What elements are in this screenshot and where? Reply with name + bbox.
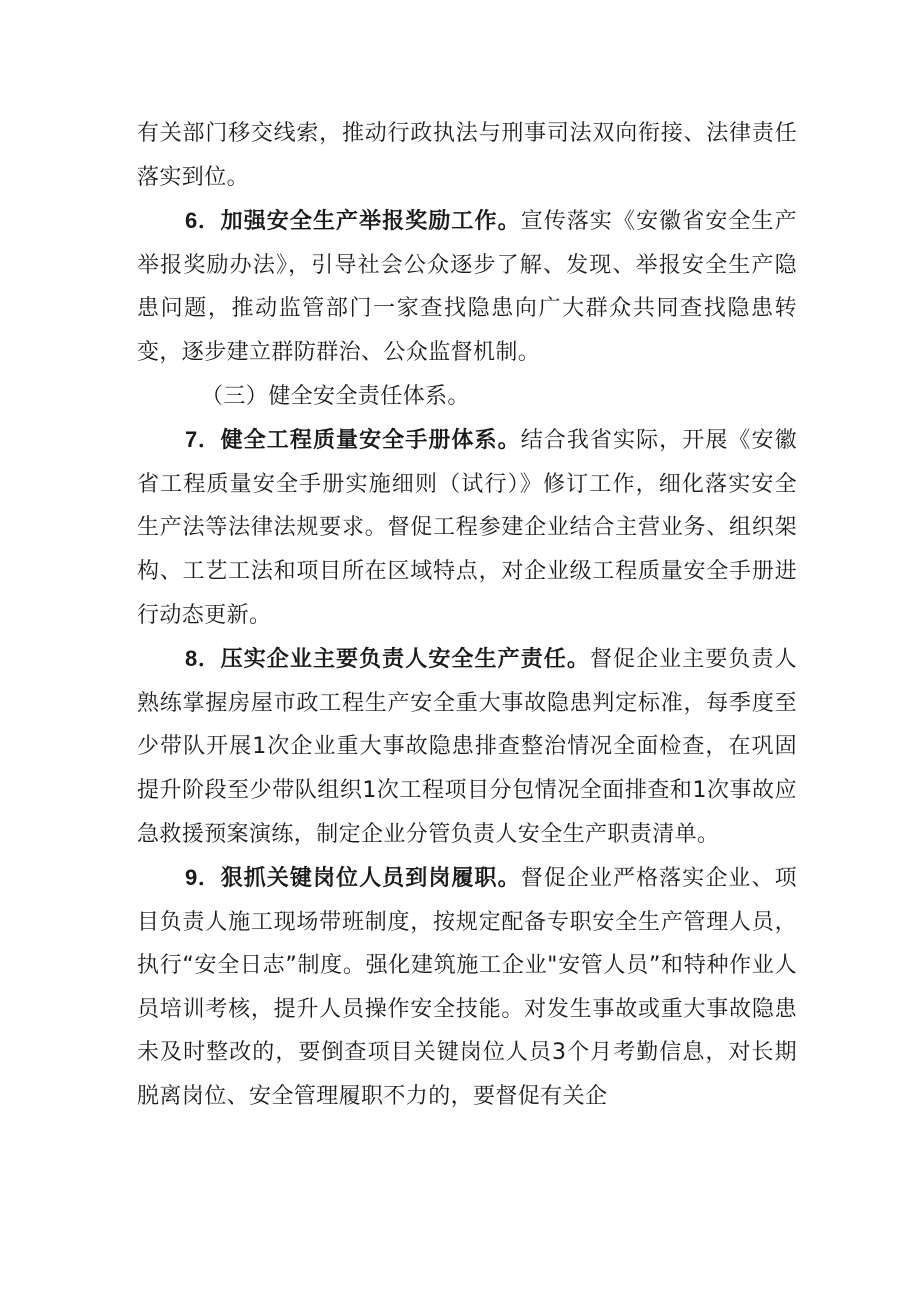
item-number: 9． <box>185 865 221 891</box>
paragraph-item-7 <box>137 418 797 637</box>
paragraph-continuation <box>137 112 797 199</box>
item-heading: 加强安全生产举报奖励工作。 <box>220 209 521 235</box>
item-number: 8． <box>185 646 221 672</box>
item-heading: 健全工程质量安全手册体系。 <box>220 428 521 454</box>
paragraph-text: 督促企业主要负责人熟练掌握房屋市政工程生产安全重大事故隐患判定标准，每季度至少带队开展1次企业重大事故隐患排查整治情况全面检查，在巩固提升阶段至少带队组织1次工程项目分包情况全面排查和1次事故应急救援预案演练，制定企业分管负责人安全生产职责清单。 <box>137 647 797 847</box>
paragraph-text: 结合我省实际，开展《安徽省工程质量安全手册实施细则（试行）》修订工作，细化落实安全生产法等法律法规要求。督促工程参建企业结合主营业务、组织架构、工艺工法和项目所在区域特点，对企业级工程质量安全手册进行动态更新。 <box>137 428 797 628</box>
paragraph-text: 督促企业严格落实企业、项目负责人施工现场带班制度，按规定配备专职安全生产管理人员，执行“安全日志”制度。强化建筑施工企业"安管人员”和特种作业人员培训考核，提升人员操作安全技能。对发生事故或重大事故隐患未及时整改的，要倒查项目关键岗位人员3个月考勤信息，对长期脱离岗位、安全管理履职不力的，要督促有关企 <box>137 866 797 1110</box>
section-heading <box>137 375 797 419</box>
paragraph-item-9 <box>137 856 797 1119</box>
item-heading: 压实企业主要负责人安全生产责任。 <box>220 647 590 673</box>
paragraph-text: 宣传落实《安徽省安全生产举报奖励办法》，引导社会公众逐步了解、发现、举报安全生产隐患问题，推动监管部门一家查找隐患向广大群众共同查找隐患转变，逐步建立群防群治、公众监督机制。 <box>137 209 797 365</box>
paragraph-text: 有关部门移交线索，推动行政执法与刑事司法双向衔接、法律责任落实到位。 <box>137 121 797 190</box>
section-title: （三）健全安全责任体系。 <box>201 383 470 409</box>
paragraph-item-6 <box>137 199 797 374</box>
item-heading: 狠抓关键岗位人员到岗履职。 <box>220 866 521 892</box>
item-number: 7． <box>185 427 221 453</box>
paragraph-item-8 <box>137 637 797 856</box>
document-body <box>137 112 797 1119</box>
item-number: 6． <box>185 208 221 234</box>
